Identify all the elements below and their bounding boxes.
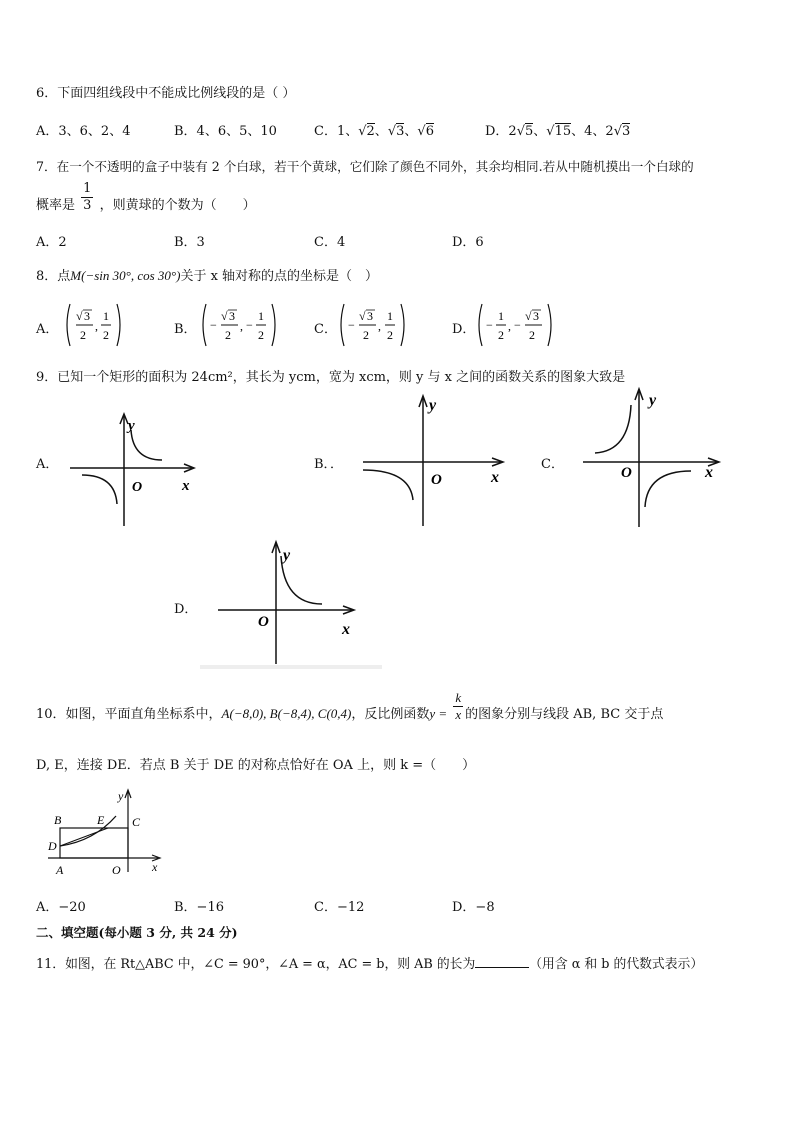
fraction-numerator: k [455, 690, 462, 705]
sqrt-sign: √ [613, 124, 622, 139]
fraction [453, 690, 463, 723]
numerator: 1 [387, 309, 393, 323]
q6-c-label: C．1、 [314, 124, 359, 139]
numerator: 1 [103, 309, 109, 323]
q6-d-radicand-2: 15 [554, 124, 572, 139]
radicand: 3 [533, 309, 539, 323]
label-c: C [132, 815, 141, 829]
q9-option-a-label[interactable]: A． [36, 457, 59, 472]
q9-graph-a[interactable] [60, 408, 210, 533]
minus-sign: − [348, 318, 355, 332]
label-y: y [118, 789, 124, 803]
segment-de [60, 828, 108, 846]
sqrt-sign: √ [546, 124, 555, 139]
numerator: 1 [498, 309, 504, 323]
paren-left [203, 304, 206, 346]
q6-option-b[interactable]: B．4、6、5、10 [174, 124, 277, 139]
paren-right [401, 304, 404, 346]
q6-option-c[interactable]: C．1、√2、√3、√6 [314, 124, 434, 139]
q6-c-radicand-1: 2 [366, 124, 375, 139]
q7-stem-pre: 概率是 [36, 198, 76, 213]
curve-branch-q3 [363, 470, 413, 500]
q9-graph-c[interactable] [575, 385, 735, 533]
label-b: B [54, 813, 62, 827]
origin-label: O [258, 614, 269, 630]
paren-right [117, 304, 120, 346]
q7-option-a[interactable]: A．2 [36, 235, 67, 250]
y-label: y [649, 392, 657, 409]
q8-option-d-label[interactable]: D． [452, 322, 476, 337]
denominator: 2 [80, 328, 86, 342]
q7-option-c[interactable]: C．4 [314, 235, 346, 250]
q6-d-radicand-1: 5 [525, 124, 534, 139]
y-label: y [429, 397, 437, 414]
q11-stem [36, 953, 703, 972]
curve-branch-q1 [131, 430, 162, 460]
q9-option-b-label[interactable]: B．． [314, 457, 344, 472]
q10-stem-line2: D, E，连接 DE．若点 B 关于 DE 的对称点恰好在 OA 上，则 k =（ ） [36, 758, 476, 773]
sqrt-sign: √ [417, 124, 426, 139]
q7-stem-line1: 7．在一个不透明的盒子中装有 2 个白球，若干个黄球，它们除了颜色不同外，其余均相同.若从中随机摸出一个白球的 [36, 159, 694, 174]
label-o: O [112, 863, 121, 877]
comma: , [240, 319, 243, 333]
fraction-numerator: 1 [83, 181, 92, 196]
denominator: 2 [258, 328, 264, 342]
q6-d-mid: 、4、2 [571, 124, 614, 139]
minus-sign: − [514, 318, 521, 332]
q10-points: A(−8,0), B(−8,4), C(0,4) [221, 706, 352, 721]
rectangle-oabc [60, 828, 128, 858]
q8-option-a-label[interactable]: A． [36, 322, 59, 337]
q8-option-d-expr[interactable] [474, 300, 564, 350]
label-e: E [97, 813, 105, 827]
q6-stem: 6．下面四组线段中不能成比例线段的是（ ） [36, 86, 296, 101]
sqrt-sign: √ [221, 309, 228, 323]
q10-option-b[interactable]: B．−16 [174, 900, 224, 915]
denominator: 2 [387, 328, 393, 342]
radicand: 3 [367, 309, 373, 323]
q8-point-expr: M(−sin 30°, cos 30°) [70, 268, 181, 283]
sqrt-sign: √ [359, 309, 366, 323]
x-label: x [182, 478, 190, 494]
x-label: x [342, 621, 350, 638]
q7-stem-line2 [36, 181, 256, 214]
q8-option-a-expr[interactable] [62, 300, 132, 350]
comma: , [378, 319, 381, 333]
q11-stem-pre: 11．如图，在 Rt△ABC 中，∠C = 90°，∠A = α，AC = b，则 AB 的长为 [36, 957, 476, 972]
q10-stem-mid: ，反比例函数 [351, 707, 430, 722]
q9-option-c-label[interactable]: C． [541, 457, 564, 472]
denominator: 2 [529, 328, 535, 342]
label-a: A [56, 863, 64, 877]
radicand: 3 [229, 309, 235, 323]
paren-right [548, 304, 551, 346]
q10-option-a[interactable]: A．−20 [36, 900, 86, 915]
q8-stem-post: 关于 x 轴对称的点的坐标是（ ） [180, 269, 379, 284]
comma: , [508, 319, 511, 333]
q10-option-d[interactable]: D．−8 [452, 900, 495, 915]
origin-label: O [431, 472, 442, 488]
hyperbola-curve [60, 816, 116, 846]
q6-option-d[interactable]: D．2√5、√15、4、2√3 [485, 124, 631, 139]
q7-option-d[interactable]: D．6 [452, 235, 484, 250]
curve-branch-q4 [645, 471, 691, 507]
minus-sign: − [210, 318, 217, 332]
q10-stem-pre: 10．如图，平面直角坐标系中， [36, 707, 222, 722]
q10-stem-line1 [36, 690, 663, 723]
paren-left [479, 304, 482, 346]
section-heading: 二、填空题(每小题 3 分, 共 24 分) [36, 925, 238, 940]
x-label: x [491, 469, 499, 486]
q6-c-radicand-2: 3 [396, 124, 405, 139]
denominator: 2 [103, 328, 109, 342]
q6-c-radicand-3: 6 [425, 124, 434, 139]
sqrt-sign: √ [387, 124, 397, 139]
q10-stem-post: 的图象分别与线段 AB, BC 交于点 [465, 707, 664, 722]
sqrt-sign: √ [358, 124, 367, 139]
q10-fn-y: y = [429, 706, 448, 721]
label-x: x [152, 860, 158, 874]
q7-stem-post: ，则黄球的个数为（ ） [99, 198, 256, 213]
q10-option-c[interactable]: C．−12 [314, 900, 365, 915]
fraction [81, 181, 93, 214]
q8-stem-pre: 8．点 [36, 269, 71, 284]
sqrt-sign: √ [76, 309, 83, 323]
radicand: 3 [84, 309, 90, 323]
q8-option-b-label[interactable]: B． [174, 322, 197, 337]
origin-label: O [132, 480, 143, 495]
q11-stem-post: （用含 α 和 b 的代数式表示） [529, 957, 704, 972]
paren-left [341, 304, 344, 346]
q9-graph-b[interactable] [355, 390, 515, 530]
answer-blank[interactable] [475, 955, 529, 968]
comma: , [95, 319, 98, 333]
minus-sign: − [246, 318, 253, 332]
y-label: y [283, 547, 291, 564]
curve-branch-q2 [595, 405, 631, 453]
q9-option-d-label[interactable]: D． [174, 602, 198, 617]
origin-label: O [621, 465, 632, 481]
q10-figure [42, 786, 172, 878]
q8-option-c-label[interactable]: C． [314, 322, 337, 337]
q7-option-b[interactable]: B．3 [174, 235, 205, 250]
denominator: 2 [363, 328, 369, 342]
fraction-denominator: x [455, 707, 462, 722]
q9-graph-d[interactable] [200, 538, 385, 673]
sqrt-sign: √ [525, 309, 532, 323]
denominator: 2 [498, 328, 504, 342]
sqrt-sign: √ [516, 124, 525, 139]
numerator: 1 [258, 309, 264, 323]
minus-sign: − [486, 318, 493, 332]
y-label: y [128, 418, 135, 434]
q9-stem: 9．已知一个矩形的面积为 24cm²，其长为 ycm，宽为 xcm，则 y 与 x 之间的函数关系的图象大致是 [36, 370, 626, 385]
q6-option-a[interactable]: A．3、6、2、4 [36, 124, 131, 139]
x-label: x [705, 464, 713, 481]
paren-right [272, 304, 275, 346]
paren-left [67, 304, 70, 346]
curve-branch-q3 [82, 475, 117, 504]
figure-bottom-strip [200, 665, 382, 669]
q8-option-b-expr[interactable] [198, 300, 288, 350]
denominator: 2 [225, 328, 231, 342]
label-d: D [48, 839, 57, 853]
q6-d-label: D．2 [485, 124, 517, 139]
q8-stem [36, 265, 378, 284]
q6-d-radicand-3: 3 [621, 124, 631, 139]
q8-option-c-expr[interactable] [336, 300, 416, 350]
fraction-denominator: 3 [83, 198, 92, 213]
